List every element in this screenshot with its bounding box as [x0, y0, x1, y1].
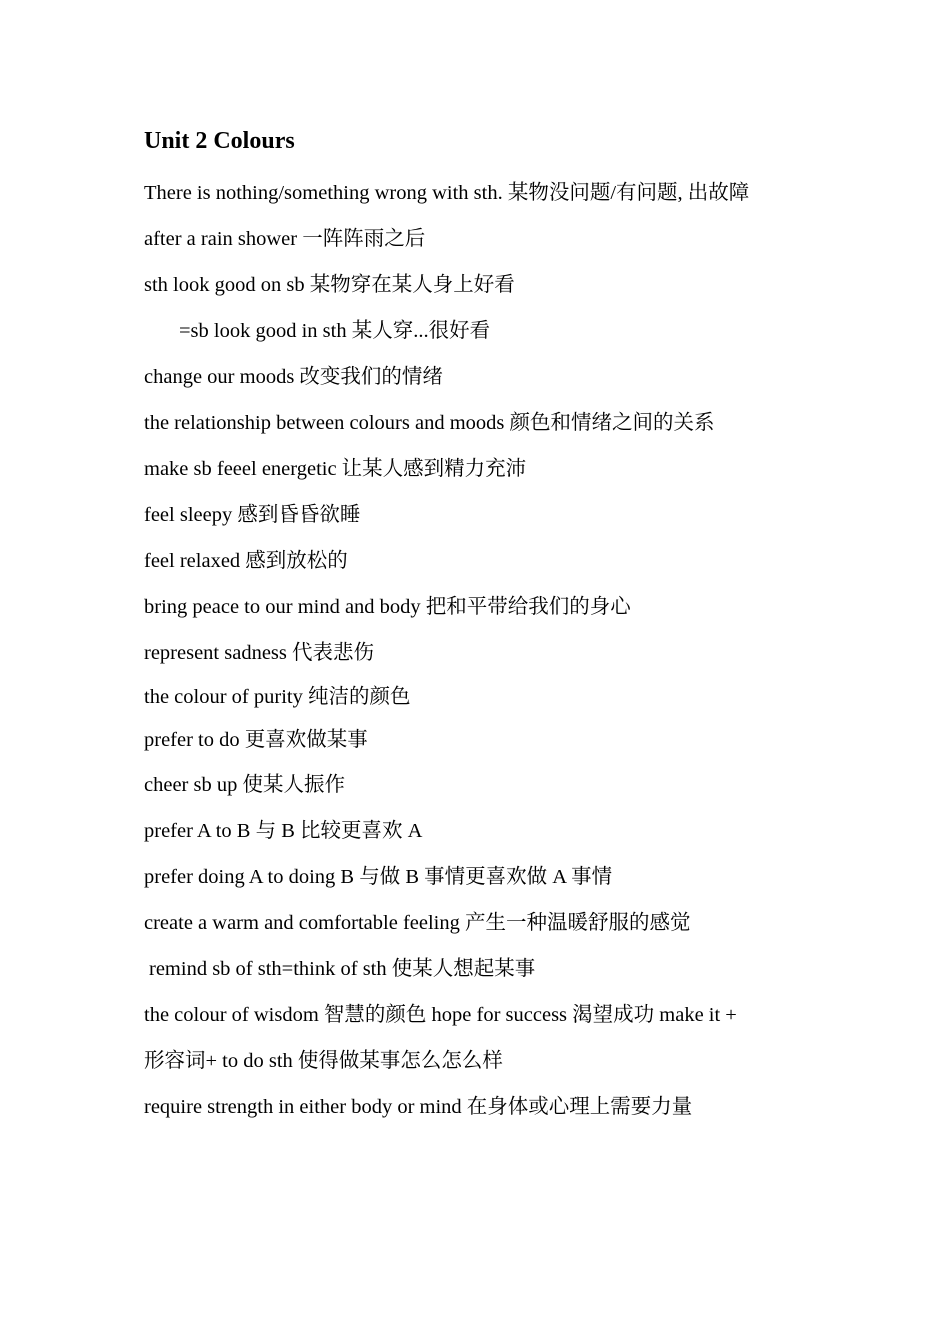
- phrase-line: There is nothing/something wrong with sth. 某物没问题/有问题, 出故障: [144, 182, 750, 204]
- phrase-line: remind sb of sth=think of sth 使某人想起某事: [149, 958, 536, 980]
- phrase-line: feel sleepy 感到昏昏欲睡: [144, 504, 361, 526]
- phrase-line: 形容词+ to do sth 使得做某事怎么怎么样: [144, 1050, 503, 1072]
- phrase-line: require strength in either body or mind 在身体或心理上需要力量: [144, 1096, 693, 1118]
- phrase-line: the relationship between colours and moods 颜色和情绪之间的关系: [144, 412, 715, 434]
- phrase-line: make sb feeel energetic 让某人感到精力充沛: [144, 458, 527, 480]
- phrase-line: cheer sb up 使某人振作: [144, 774, 345, 796]
- phrase-line: feel relaxed 感到放松的: [144, 550, 348, 572]
- phrase-line: create a warm and comfortable feeling 产生一种温暖舒服的感觉: [144, 912, 691, 934]
- phrase-line: sth look good on sb 某物穿在某人身上好看: [144, 274, 515, 296]
- phrase-line: prefer A to B 与 B 比较更喜欢 A: [144, 820, 423, 842]
- phrase-line: represent sadness 代表悲伤: [144, 642, 375, 664]
- phrase-line: change our moods 改变我们的情绪: [144, 366, 443, 388]
- phrase-line: bring peace to our mind and body 把和平带给我们的身心: [144, 596, 631, 618]
- phrase-line: =sb look good in sth 某人穿...很好看: [179, 320, 491, 342]
- phrase-line: after a rain shower 一阵阵雨之后: [144, 228, 426, 250]
- phrase-line: prefer doing A to doing B 与做 B 事情更喜欢做 A 事情: [144, 866, 613, 888]
- phrase-line: the colour of wisdom 智慧的颜色 hope for success 渴望成功 make it +: [144, 1004, 737, 1026]
- document-content: [144, 124, 824, 1130]
- phrase-line: prefer to do 更喜欢做某事: [144, 729, 368, 751]
- phrase-line: the colour of purity 纯洁的颜色: [144, 686, 411, 708]
- document-title: Unit 2 Colours: [144, 128, 295, 154]
